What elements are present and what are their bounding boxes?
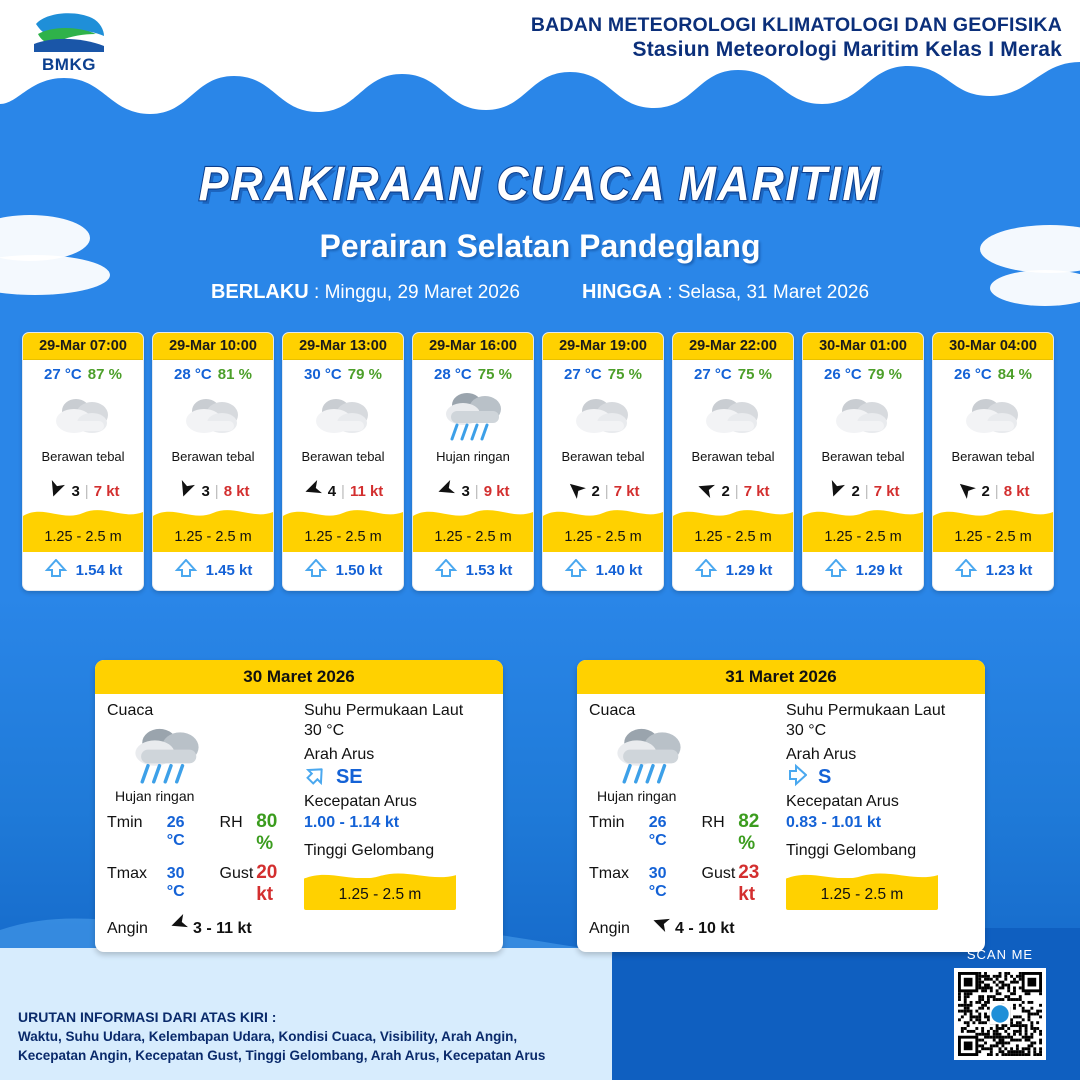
hourly-card-wind-speed: 7 kt: [93, 482, 120, 500]
page-title: PRAKIRAAN CUACA MARITIM: [198, 155, 882, 211]
hourly-card-condition: Berawan tebal: [301, 449, 385, 464]
daily-forecast-panel: [577, 660, 985, 952]
daily-current-dir-label: Arah Arus: [785, 746, 857, 763]
wind-direction-arrow-icon: [826, 479, 846, 503]
page-subtitle: Perairan Selatan Pandeglang: [319, 228, 761, 264]
daily-rh: 82 %: [738, 811, 760, 854]
hourly-card-wave: 1.25 - 2.5 m: [954, 529, 1032, 545]
current-direction-arrow-icon: [434, 559, 458, 581]
hourly-card-wind: [283, 478, 403, 504]
hourly-card: [802, 332, 924, 591]
cloudy-icon: [543, 385, 663, 447]
hourly-card-humidity: 75 %: [737, 366, 772, 383]
org-line-2: Stasiun Meteorologi Maritim Kelas I Merak: [632, 38, 1062, 62]
daily-current-speed-label: Kecepatan Arus: [785, 793, 899, 810]
current-direction-arrow-icon: [44, 559, 68, 581]
hourly-card-wave: 1.25 - 2.5 m: [174, 529, 252, 545]
daily-weather-label: Cuaca: [589, 702, 636, 719]
rain-icon: [607, 724, 780, 786]
daily-wave: 1.25 - 2.5 m: [338, 886, 422, 903]
validity-row: [0, 281, 1080, 304]
hourly-card-temp: 26 °C: [954, 366, 992, 383]
wind-separator: |: [474, 482, 479, 500]
hourly-card-wave: 1.25 - 2.5 m: [304, 529, 382, 545]
hourly-card-current: [543, 552, 663, 590]
daily-condition: Hujan ringan: [115, 788, 195, 804]
wind-direction-arrow-icon: [303, 479, 323, 503]
daily-tmin: 26 °C: [648, 814, 667, 849]
hourly-card-current-speed: 1.53 kt: [465, 561, 513, 579]
valid-from-label: BERLAKU: [210, 281, 309, 303]
hourly-card-time: 29-Mar 22:00: [673, 333, 793, 360]
hourly-card-wind-dir: 2: [721, 482, 730, 500]
hourly-card-values: [283, 360, 403, 385]
hourly-card-wind: [933, 478, 1053, 504]
hourly-card-wave-band: [673, 506, 793, 552]
hourly-card-wind: [673, 478, 793, 504]
hourly-card-condition: Berawan tebal: [171, 449, 255, 464]
hourly-card-current-speed: 1.54 kt: [75, 561, 123, 579]
wind-direction-arrow-icon: [956, 479, 976, 503]
current-direction-arrow-icon: [564, 559, 588, 581]
hourly-card: [152, 332, 274, 591]
hourly-card-wave: 1.25 - 2.5 m: [44, 529, 122, 545]
bmkg-logo-text: BMKG: [42, 55, 96, 74]
daily-sst: 30 °C: [785, 722, 827, 739]
daily-rh-label: RH: [219, 814, 243, 831]
hourly-card-wave: 1.25 - 2.5 m: [564, 529, 642, 545]
hourly-card-wave-band: [413, 506, 533, 552]
daily-tmax: 30 °C: [648, 865, 667, 900]
wind-direction-arrow-icon: [566, 479, 586, 503]
hourly-card: [932, 332, 1054, 591]
hourly-card-time: 29-Mar 07:00: [23, 333, 143, 360]
hourly-card-humidity: 81 %: [217, 366, 252, 383]
hourly-card-temp: 27 °C: [694, 366, 732, 383]
hourly-card-wave-band: [933, 506, 1053, 552]
daily-sst-label: Suhu Permukaan Laut: [303, 702, 464, 719]
hourly-card-values: [153, 360, 273, 385]
hourly-card-current: [933, 552, 1053, 590]
hourly-card-wind-speed: 9 kt: [483, 482, 510, 500]
hourly-card-wave: 1.25 - 2.5 m: [824, 529, 902, 545]
organization-title: [531, 10, 1062, 63]
cloudy-icon: [933, 385, 1053, 447]
wind-separator: |: [994, 482, 999, 500]
wind-direction-arrow-icon: [176, 479, 196, 503]
hourly-card-wind: [413, 478, 533, 504]
rain-icon: [413, 385, 533, 447]
daily-condition: Hujan ringan: [597, 788, 677, 804]
daily-wind-label: Angin: [589, 920, 630, 937]
hourly-card-wind-dir: 2: [981, 482, 990, 500]
hourly-card-wind-dir: 2: [851, 482, 860, 500]
daily-tmax-label: Tmax: [107, 865, 147, 882]
hourly-card-temp: 28 °C: [174, 366, 212, 383]
hourly-card-humidity: 75 %: [607, 366, 642, 383]
daily-wind-arrow-icon: [651, 913, 671, 938]
hourly-card-wave-band: [543, 506, 663, 552]
current-direction-arrow-icon: [824, 559, 848, 581]
valid-from: [211, 281, 520, 304]
hourly-card-current: [413, 552, 533, 590]
valid-to-value: : Selasa, 31 Maret 2026: [667, 282, 870, 303]
daily-sst: 30 °C: [303, 722, 345, 739]
hourly-card-condition: Berawan tebal: [821, 449, 905, 464]
hourly-card-wind-dir: 4: [327, 482, 337, 500]
cloudy-icon: [673, 385, 793, 447]
daily-wind-arrow-icon: [169, 913, 189, 938]
hourly-card: [282, 332, 404, 591]
hourly-card-wave: 1.25 - 2.5 m: [694, 529, 772, 545]
daily-wind-label: Angin: [107, 920, 148, 937]
legend-note-line-2: Kecepatan Angin, Kecepatan Gust, Tinggi Gelombang, Arah Arus, Kecepatan Arus: [18, 1048, 546, 1064]
rain-icon: [125, 724, 298, 786]
wind-direction-arrow-icon: [46, 479, 66, 503]
wind-separator: |: [84, 482, 89, 500]
hourly-card-time: 29-Mar 16:00: [413, 333, 533, 360]
daily-sst-label: Suhu Permukaan Laut: [785, 702, 946, 719]
hourly-card-current: [803, 552, 923, 590]
wind-separator: |: [734, 482, 739, 500]
daily-wind: 3 - 11 kt: [193, 920, 252, 937]
hourly-card: [672, 332, 794, 591]
hourly-card: [22, 332, 144, 591]
daily-current-dir: [304, 766, 491, 789]
hourly-card-temp: 27 °C: [44, 366, 82, 383]
hourly-card-wave: 1.25 - 2.5 m: [434, 529, 512, 545]
current-direction-arrow-icon: [786, 766, 810, 789]
hourly-card-wind: [153, 478, 273, 504]
hourly-card-wave-band: [23, 506, 143, 552]
qr-section: [954, 947, 1046, 1060]
hourly-card-values: [673, 360, 793, 385]
hourly-card-wind-speed: 8 kt: [1003, 482, 1030, 500]
hourly-card: [412, 332, 534, 591]
hourly-card-wind: [803, 478, 923, 504]
hourly-card-values: [933, 360, 1053, 385]
hourly-card-current-speed: 1.29 kt: [855, 561, 903, 579]
daily-date: 30 Maret 2026: [95, 660, 503, 694]
hourly-card-current: [23, 552, 143, 590]
hourly-card-current: [153, 552, 273, 590]
hourly-card-time: 30-Mar 01:00: [803, 333, 923, 360]
hourly-card-temp: 27 °C: [564, 366, 602, 383]
hourly-card-time: 29-Mar 19:00: [543, 333, 663, 360]
current-direction-arrow-icon: [304, 766, 328, 789]
hourly-card-wave-band: [283, 506, 403, 552]
daily-current-dir-text: SE: [335, 766, 363, 788]
hourly-card-wave-band: [803, 506, 923, 552]
hourly-card-wind: [23, 478, 143, 504]
hourly-card-current: [283, 552, 403, 590]
hourly-card-wind-speed: 7 kt: [873, 482, 900, 500]
hourly-card-humidity: 84 %: [997, 366, 1032, 383]
hourly-card-current-speed: 1.29 kt: [725, 561, 773, 579]
hourly-card-condition: Berawan tebal: [691, 449, 775, 464]
daily-tmax-label: Tmax: [589, 865, 629, 882]
hourly-card-temp: 30 °C: [304, 366, 342, 383]
hourly-card-wind-speed: 7 kt: [613, 482, 640, 500]
hourly-card-humidity: 87 %: [87, 366, 122, 383]
hourly-card-time: 29-Mar 10:00: [153, 333, 273, 360]
daily-tmin-label: Tmin: [107, 814, 143, 831]
hourly-card-values: [543, 360, 663, 385]
hourly-card-temp: 28 °C: [434, 366, 472, 383]
daily-wave-label: Tinggi Gelombang: [785, 842, 917, 859]
daily-current-dir: [786, 766, 973, 789]
bmkg-logo: [14, 10, 124, 75]
cloudy-icon: [153, 385, 273, 447]
wind-direction-arrow-icon: [696, 479, 716, 503]
hourly-card-wind-speed: 11 kt: [349, 482, 384, 500]
hourly-card-values: [23, 360, 143, 385]
hourly-card-wind-speed: 8 kt: [223, 482, 250, 500]
hourly-card-condition: Berawan tebal: [951, 449, 1035, 464]
daily-wind: 4 - 10 kt: [675, 920, 735, 937]
daily-date: 31 Maret 2026: [577, 660, 985, 694]
org-line-1: BADAN METEOROLOGI KLIMATOLOGI DAN GEOFISIKA: [530, 14, 1062, 36]
daily-wave: 1.25 - 2.5 m: [820, 886, 904, 903]
daily-current-speed-label: Kecepatan Arus: [303, 793, 417, 810]
hourly-card-current: [673, 552, 793, 590]
scan-me-label: SCAN ME: [966, 947, 1034, 962]
hourly-card-current-speed: 1.50 kt: [335, 561, 383, 579]
daily-current-speed: 0.83 - 1.01 kt: [785, 814, 882, 831]
current-direction-arrow-icon: [954, 559, 978, 581]
hourly-card-wind-dir: 2: [591, 482, 600, 500]
daily-forecast-panels: [0, 660, 1080, 952]
hourly-forecast-cards: [22, 332, 1062, 591]
qr-code[interactable]: [954, 968, 1046, 1060]
hourly-card-condition: Berawan tebal: [561, 449, 645, 464]
daily-forecast-panel: [95, 660, 503, 952]
hourly-card-temp: 26 °C: [824, 366, 862, 383]
daily-gust-label: Gust: [219, 865, 254, 882]
hourly-card-values: [413, 360, 533, 385]
current-direction-arrow-icon: [694, 559, 718, 581]
daily-wave-label: Tinggi Gelombang: [303, 842, 435, 859]
hourly-card-wind-speed: 7 kt: [743, 482, 770, 500]
title-block: [0, 155, 1080, 304]
current-direction-arrow-icon: [304, 559, 328, 581]
hourly-card-humidity: 79 %: [347, 366, 382, 383]
valid-from-value: : Minggu, 29 Maret 2026: [314, 282, 520, 303]
hourly-card-current-speed: 1.45 kt: [205, 561, 253, 579]
hourly-card-wind-dir: 3: [71, 482, 80, 500]
cloudy-icon: [803, 385, 923, 447]
daily-current-dir-label: Arah Arus: [303, 746, 375, 763]
valid-to-label: HINGGA: [582, 281, 662, 303]
daily-rh: 80 %: [256, 811, 278, 854]
daily-current-speed: 1.00 - 1.14 kt: [303, 814, 400, 831]
valid-to: [582, 281, 869, 304]
daily-tmin-label: Tmin: [589, 814, 625, 831]
wind-direction-arrow-icon: [436, 479, 456, 503]
current-direction-arrow-icon: [174, 559, 198, 581]
hourly-card-time: 29-Mar 13:00: [283, 333, 403, 360]
legend-note-title: URUTAN INFORMASI DARI ATAS KIRI :: [18, 1008, 277, 1025]
daily-rh-label: RH: [701, 814, 725, 831]
hourly-card-wind-dir: 3: [201, 482, 210, 500]
hourly-card-current-speed: 1.40 kt: [595, 561, 643, 579]
legend-note: [18, 1007, 545, 1066]
daily-tmax: 30 °C: [166, 865, 185, 900]
daily-gust-label: Gust: [701, 865, 736, 882]
hourly-card-values: [803, 360, 923, 385]
hourly-card-wave-band: [153, 506, 273, 552]
wind-separator: |: [214, 482, 219, 500]
hourly-card-condition: Berawan tebal: [41, 449, 125, 464]
hourly-card-wind-dir: 3: [461, 482, 470, 500]
daily-weather-label: Cuaca: [107, 702, 154, 719]
daily-gust: 20 kt: [256, 862, 278, 905]
legend-note-line-1: Waktu, Suhu Udara, Kelembapan Udara, Kondisi Cuaca, Visibility, Arah Angin,: [18, 1028, 518, 1044]
hourly-card-time: 30-Mar 04:00: [933, 333, 1053, 360]
daily-wave-box: [786, 866, 938, 910]
hourly-card-current-speed: 1.23 kt: [985, 561, 1033, 579]
page-header: [0, 0, 1080, 92]
daily-tmin: 26 °C: [166, 814, 185, 849]
hourly-card-humidity: 75 %: [477, 366, 512, 383]
bmkg-logo-icon: [30, 10, 108, 54]
hourly-card: [542, 332, 664, 591]
wind-separator: |: [864, 482, 869, 500]
hourly-card-wind: [543, 478, 663, 504]
qr-code-icon: [958, 972, 1042, 1056]
daily-gust: 23 kt: [738, 862, 760, 905]
daily-current-dir-text: S: [817, 766, 832, 788]
wind-separator: |: [604, 482, 609, 500]
cloudy-icon: [283, 385, 403, 447]
hourly-card-condition: Hujan ringan: [436, 449, 510, 464]
daily-wave-box: [304, 866, 456, 910]
cloudy-icon: [23, 385, 143, 447]
wind-separator: |: [341, 482, 345, 500]
hourly-card-humidity: 79 %: [867, 366, 902, 383]
